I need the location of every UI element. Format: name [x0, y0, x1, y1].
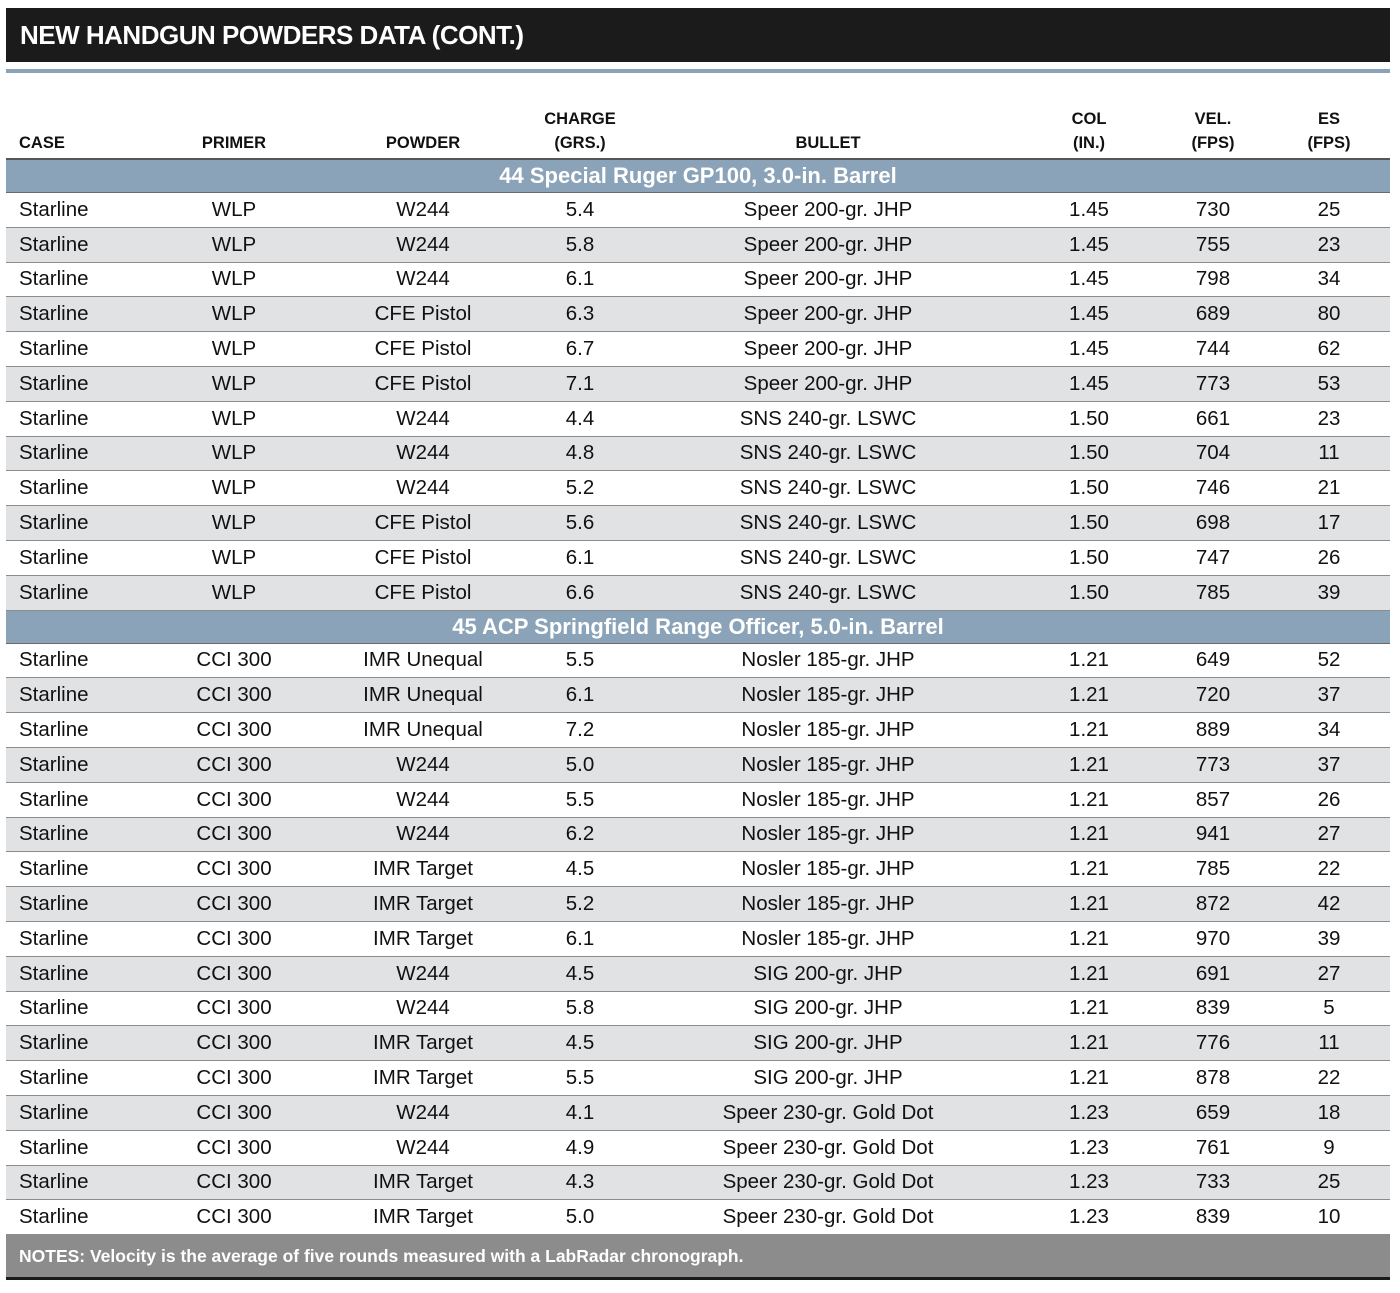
cell-bullet: Speer 200-gr. JHP — [636, 227, 1020, 262]
cell-powder: W244 — [322, 956, 524, 991]
cell-vel: 720 — [1158, 678, 1268, 713]
cell-powder: IMR Target — [322, 1061, 524, 1096]
cell-vel: 698 — [1158, 506, 1268, 541]
cell-primer: CCI 300 — [146, 713, 322, 748]
cell-col: 1.50 — [1020, 575, 1158, 610]
cell-powder: IMR Target — [322, 921, 524, 956]
cell-powder: W244 — [322, 817, 524, 852]
table-row — [6, 747, 1390, 782]
cell-case: Starline — [6, 1095, 146, 1130]
cell-es: 18 — [1268, 1095, 1390, 1130]
cell-bullet: Speer 200-gr. JHP — [636, 332, 1020, 367]
cell-vel: 691 — [1158, 956, 1268, 991]
cell-case: Starline — [6, 227, 146, 262]
cell-es: 5 — [1268, 991, 1390, 1026]
header-charge-unit: (GRS.) — [554, 134, 606, 152]
cell-vel: 872 — [1158, 887, 1268, 922]
cell-bullet: Nosler 185-gr. JHP — [636, 852, 1020, 887]
table-row — [6, 471, 1390, 506]
cell-es: 23 — [1268, 227, 1390, 262]
cell-col: 1.21 — [1020, 678, 1158, 713]
cell-charge: 6.7 — [524, 332, 636, 367]
cell-es: 62 — [1268, 332, 1390, 367]
cell-charge: 5.2 — [524, 887, 636, 922]
cell-col: 1.45 — [1020, 262, 1158, 297]
cell-powder: CFE Pistol — [322, 332, 524, 367]
header-case-label: CASE — [19, 134, 65, 152]
cell-charge: 4.1 — [524, 1095, 636, 1130]
powder-data-table-panel — [6, 8, 1390, 1280]
cell-primer: WLP — [146, 506, 322, 541]
cell-case: Starline — [6, 262, 146, 297]
cell-primer: CCI 300 — [146, 817, 322, 852]
cell-powder: CFE Pistol — [322, 297, 524, 332]
cell-bullet: SIG 200-gr. JHP — [636, 991, 1020, 1026]
cell-col: 1.21 — [1020, 1026, 1158, 1061]
table-title: NEW HANDGUN POWDERS DATA (CONT.) — [6, 8, 1390, 62]
cell-powder: IMR Target — [322, 1165, 524, 1200]
cell-powder: IMR Target — [322, 852, 524, 887]
cell-case: Starline — [6, 921, 146, 956]
cell-col: 1.21 — [1020, 1061, 1158, 1096]
cell-charge: 6.1 — [524, 262, 636, 297]
cell-vel: 889 — [1158, 713, 1268, 748]
cell-charge: 6.1 — [524, 540, 636, 575]
cell-es: 27 — [1268, 956, 1390, 991]
cell-case: Starline — [6, 817, 146, 852]
cell-case: Starline — [6, 436, 146, 471]
cell-vel: 747 — [1158, 540, 1268, 575]
table-row — [6, 956, 1390, 991]
cell-case: Starline — [6, 643, 146, 678]
table-row — [6, 852, 1390, 887]
header-col — [1020, 73, 1158, 159]
cell-case: Starline — [6, 956, 146, 991]
cell-es: 25 — [1268, 1165, 1390, 1200]
cell-es: 22 — [1268, 1061, 1390, 1096]
cell-charge: 6.1 — [524, 921, 636, 956]
table-row — [6, 227, 1390, 262]
cell-es: 34 — [1268, 262, 1390, 297]
table-row — [6, 540, 1390, 575]
cell-case: Starline — [6, 1165, 146, 1200]
cell-vel: 761 — [1158, 1130, 1268, 1165]
cell-bullet: Nosler 185-gr. JHP — [636, 678, 1020, 713]
cell-vel: 704 — [1158, 436, 1268, 471]
header-case — [6, 73, 146, 159]
cell-case: Starline — [6, 713, 146, 748]
cell-primer: WLP — [146, 366, 322, 401]
cell-es: 10 — [1268, 1200, 1390, 1235]
cell-powder: IMR Target — [322, 1026, 524, 1061]
cell-charge: 5.4 — [524, 193, 636, 228]
cell-vel: 839 — [1158, 1200, 1268, 1235]
cell-primer: WLP — [146, 436, 322, 471]
cell-primer: CCI 300 — [146, 921, 322, 956]
header-primer — [146, 73, 322, 159]
cell-primer: CCI 300 — [146, 678, 322, 713]
cell-bullet: Speer 230-gr. Gold Dot — [636, 1200, 1020, 1235]
cell-bullet: Speer 230-gr. Gold Dot — [636, 1095, 1020, 1130]
cell-case: Starline — [6, 575, 146, 610]
section-header-row — [6, 610, 1390, 643]
cell-powder: W244 — [322, 436, 524, 471]
table-header — [6, 73, 1390, 159]
cell-charge: 4.5 — [524, 1026, 636, 1061]
cell-vel: 970 — [1158, 921, 1268, 956]
cell-case: Starline — [6, 193, 146, 228]
cell-es: 42 — [1268, 887, 1390, 922]
cell-col: 1.45 — [1020, 193, 1158, 228]
cell-bullet: SNS 240-gr. LSWC — [636, 471, 1020, 506]
cell-bullet: SIG 200-gr. JHP — [636, 956, 1020, 991]
cell-charge: 5.0 — [524, 1200, 636, 1235]
cell-primer: WLP — [146, 401, 322, 436]
cell-powder: W244 — [322, 991, 524, 1026]
cell-vel: 785 — [1158, 852, 1268, 887]
cell-es: 26 — [1268, 782, 1390, 817]
cell-primer: CCI 300 — [146, 782, 322, 817]
cell-charge: 6.2 — [524, 817, 636, 852]
cell-case: Starline — [6, 747, 146, 782]
cell-vel: 730 — [1158, 193, 1268, 228]
cell-charge: 4.9 — [524, 1130, 636, 1165]
cell-bullet: Speer 200-gr. JHP — [636, 297, 1020, 332]
table-row — [6, 297, 1390, 332]
section-title: 44 Special Ruger GP100, 3.0-in. Barrel — [6, 159, 1390, 193]
cell-powder: W244 — [322, 782, 524, 817]
cell-vel: 798 — [1158, 262, 1268, 297]
cell-primer: CCI 300 — [146, 956, 322, 991]
cell-es: 11 — [1268, 436, 1390, 471]
cell-charge: 5.8 — [524, 227, 636, 262]
cell-vel: 744 — [1158, 332, 1268, 367]
cell-charge: 5.5 — [524, 1061, 636, 1096]
cell-powder: W244 — [322, 262, 524, 297]
cell-col: 1.23 — [1020, 1165, 1158, 1200]
table-row — [6, 401, 1390, 436]
load-data-table — [6, 73, 1390, 1277]
cell-col: 1.21 — [1020, 643, 1158, 678]
cell-col: 1.21 — [1020, 852, 1158, 887]
cell-primer: WLP — [146, 471, 322, 506]
cell-es: 26 — [1268, 540, 1390, 575]
header-es-unit: (FPS) — [1307, 134, 1351, 152]
table-row — [6, 1200, 1390, 1235]
cell-charge: 4.4 — [524, 401, 636, 436]
cell-col: 1.45 — [1020, 366, 1158, 401]
cell-col: 1.50 — [1020, 540, 1158, 575]
cell-bullet: SIG 200-gr. JHP — [636, 1061, 1020, 1096]
cell-charge: 5.5 — [524, 782, 636, 817]
cell-col: 1.23 — [1020, 1130, 1158, 1165]
cell-primer: WLP — [146, 332, 322, 367]
cell-bullet: Speer 230-gr. Gold Dot — [636, 1165, 1020, 1200]
cell-es: 52 — [1268, 643, 1390, 678]
cell-powder: W244 — [322, 401, 524, 436]
cell-es: 39 — [1268, 575, 1390, 610]
cell-col: 1.45 — [1020, 297, 1158, 332]
cell-bullet: Nosler 185-gr. JHP — [636, 643, 1020, 678]
cell-vel: 659 — [1158, 1095, 1268, 1130]
cell-case: Starline — [6, 401, 146, 436]
cell-case: Starline — [6, 678, 146, 713]
cell-powder: IMR Unequal — [322, 678, 524, 713]
header-charge — [524, 73, 636, 159]
cell-charge: 4.8 — [524, 436, 636, 471]
cell-vel: 857 — [1158, 782, 1268, 817]
cell-vel: 773 — [1158, 366, 1268, 401]
cell-powder: W244 — [322, 193, 524, 228]
cell-charge: 4.5 — [524, 852, 636, 887]
cell-es: 21 — [1268, 471, 1390, 506]
cell-case: Starline — [6, 991, 146, 1026]
table-row — [6, 506, 1390, 541]
cell-vel: 746 — [1158, 471, 1268, 506]
cell-es: 22 — [1268, 852, 1390, 887]
cell-case: Starline — [6, 1061, 146, 1096]
cell-vel: 733 — [1158, 1165, 1268, 1200]
cell-primer: CCI 300 — [146, 1026, 322, 1061]
table-row — [6, 678, 1390, 713]
cell-bullet: Speer 200-gr. JHP — [636, 262, 1020, 297]
cell-col: 1.21 — [1020, 956, 1158, 991]
cell-vel: 776 — [1158, 1026, 1268, 1061]
cell-vel: 649 — [1158, 643, 1268, 678]
cell-bullet: Speer 200-gr. JHP — [636, 193, 1020, 228]
cell-es: 11 — [1268, 1026, 1390, 1061]
cell-primer: CCI 300 — [146, 991, 322, 1026]
header-bullet-label: BULLET — [795, 134, 861, 152]
table-row — [6, 262, 1390, 297]
cell-col: 1.21 — [1020, 887, 1158, 922]
cell-powder: W244 — [322, 1130, 524, 1165]
cell-bullet: SNS 240-gr. LSWC — [636, 575, 1020, 610]
table-row — [6, 1130, 1390, 1165]
cell-charge: 6.6 — [524, 575, 636, 610]
cell-case: Starline — [6, 540, 146, 575]
cell-vel: 878 — [1158, 1061, 1268, 1096]
cell-case: Starline — [6, 887, 146, 922]
cell-case: Starline — [6, 1026, 146, 1061]
cell-vel: 773 — [1158, 747, 1268, 782]
table-row — [6, 366, 1390, 401]
table-row — [6, 887, 1390, 922]
header-vel — [1158, 73, 1268, 159]
cell-vel: 755 — [1158, 227, 1268, 262]
cell-case: Starline — [6, 1130, 146, 1165]
cell-es: 9 — [1268, 1130, 1390, 1165]
table-row — [6, 332, 1390, 367]
cell-case: Starline — [6, 852, 146, 887]
cell-primer: CCI 300 — [146, 1061, 322, 1096]
cell-bullet: Nosler 185-gr. JHP — [636, 921, 1020, 956]
cell-bullet: Nosler 185-gr. JHP — [636, 782, 1020, 817]
cell-powder: CFE Pistol — [322, 506, 524, 541]
cell-primer: CCI 300 — [146, 643, 322, 678]
cell-es: 27 — [1268, 817, 1390, 852]
header-powder-label: POWDER — [385, 134, 461, 152]
table-row — [6, 1026, 1390, 1061]
table-row — [6, 991, 1390, 1026]
cell-col: 1.21 — [1020, 747, 1158, 782]
cell-vel: 785 — [1158, 575, 1268, 610]
cell-es: 39 — [1268, 921, 1390, 956]
cell-charge: 5.8 — [524, 991, 636, 1026]
cell-primer: WLP — [146, 262, 322, 297]
header-es-label: ES — [1317, 110, 1340, 128]
cell-vel: 689 — [1158, 297, 1268, 332]
cell-charge: 5.0 — [524, 747, 636, 782]
cell-powder: IMR Target — [322, 1200, 524, 1235]
cell-case: Starline — [6, 366, 146, 401]
table-row — [6, 921, 1390, 956]
header-es — [1268, 73, 1390, 159]
cell-es: 37 — [1268, 678, 1390, 713]
cell-powder: W244 — [322, 227, 524, 262]
cell-powder: CFE Pistol — [322, 540, 524, 575]
table-notes: NOTES: Velocity is the average of five rounds measured with a LabRadar chronograph. — [6, 1235, 1390, 1278]
cell-case: Starline — [6, 506, 146, 541]
cell-primer: CCI 300 — [146, 887, 322, 922]
table-footer — [6, 1235, 1390, 1278]
table-body — [6, 159, 1390, 1235]
cell-bullet: Speer 200-gr. JHP — [636, 366, 1020, 401]
cell-primer: CCI 300 — [146, 1095, 322, 1130]
cell-powder: IMR Unequal — [322, 713, 524, 748]
cell-col: 1.50 — [1020, 436, 1158, 471]
header-vel-unit: (FPS) — [1191, 134, 1235, 152]
cell-powder: CFE Pistol — [322, 575, 524, 610]
cell-charge: 4.3 — [524, 1165, 636, 1200]
cell-charge: 6.1 — [524, 678, 636, 713]
header-primer-label: PRIMER — [201, 134, 267, 152]
table-row — [6, 575, 1390, 610]
cell-es: 34 — [1268, 713, 1390, 748]
cell-col: 1.23 — [1020, 1200, 1158, 1235]
header-bullet — [636, 73, 1020, 159]
cell-col: 1.21 — [1020, 713, 1158, 748]
cell-bullet: Speer 230-gr. Gold Dot — [636, 1130, 1020, 1165]
cell-col: 1.45 — [1020, 227, 1158, 262]
title-gap — [6, 62, 1390, 69]
cell-col: 1.50 — [1020, 506, 1158, 541]
cell-primer: WLP — [146, 575, 322, 610]
cell-powder: CFE Pistol — [322, 366, 524, 401]
table-row — [6, 782, 1390, 817]
section-header-row — [6, 159, 1390, 193]
cell-es: 53 — [1268, 366, 1390, 401]
cell-primer: WLP — [146, 193, 322, 228]
section-title: 45 ACP Springfield Range Officer, 5.0-in. Barrel — [6, 610, 1390, 643]
cell-vel: 941 — [1158, 817, 1268, 852]
bottom-rule — [6, 1277, 1390, 1280]
cell-es: 80 — [1268, 297, 1390, 332]
cell-col: 1.21 — [1020, 817, 1158, 852]
cell-primer: CCI 300 — [146, 747, 322, 782]
cell-bullet: Nosler 185-gr. JHP — [636, 887, 1020, 922]
table-row — [6, 1095, 1390, 1130]
cell-es: 37 — [1268, 747, 1390, 782]
cell-vel: 839 — [1158, 991, 1268, 1026]
table-row — [6, 1165, 1390, 1200]
cell-charge: 7.1 — [524, 366, 636, 401]
cell-col: 1.45 — [1020, 332, 1158, 367]
cell-case: Starline — [6, 332, 146, 367]
cell-charge: 5.2 — [524, 471, 636, 506]
cell-col: 1.23 — [1020, 1095, 1158, 1130]
table-row — [6, 193, 1390, 228]
cell-col: 1.21 — [1020, 782, 1158, 817]
cell-bullet: SNS 240-gr. LSWC — [636, 401, 1020, 436]
cell-primer: WLP — [146, 227, 322, 262]
cell-vel: 661 — [1158, 401, 1268, 436]
cell-case: Starline — [6, 297, 146, 332]
table-row — [6, 436, 1390, 471]
header-col-label: COL — [1071, 110, 1107, 128]
table-row — [6, 817, 1390, 852]
cell-case: Starline — [6, 471, 146, 506]
cell-col: 1.21 — [1020, 991, 1158, 1026]
header-powder — [322, 73, 524, 159]
cell-primer: CCI 300 — [146, 1130, 322, 1165]
header-vel-label: VEL. — [1194, 110, 1232, 128]
header-charge-label: CHARGE — [544, 110, 616, 128]
header-col-unit: (IN.) — [1072, 134, 1106, 152]
cell-col: 1.50 — [1020, 471, 1158, 506]
cell-powder: W244 — [322, 471, 524, 506]
cell-es: 17 — [1268, 506, 1390, 541]
cell-case: Starline — [6, 1200, 146, 1235]
cell-charge: 7.2 — [524, 713, 636, 748]
cell-charge: 6.3 — [524, 297, 636, 332]
table-row — [6, 643, 1390, 678]
cell-bullet: SIG 200-gr. JHP — [636, 1026, 1020, 1061]
cell-charge: 5.5 — [524, 643, 636, 678]
cell-bullet: Nosler 185-gr. JHP — [636, 817, 1020, 852]
cell-case: Starline — [6, 782, 146, 817]
cell-primer: CCI 300 — [146, 1165, 322, 1200]
cell-primer: WLP — [146, 540, 322, 575]
cell-bullet: Nosler 185-gr. JHP — [636, 713, 1020, 748]
cell-primer: WLP — [146, 297, 322, 332]
cell-bullet: SNS 240-gr. LSWC — [636, 506, 1020, 541]
cell-es: 23 — [1268, 401, 1390, 436]
cell-charge: 5.6 — [524, 506, 636, 541]
table-row — [6, 713, 1390, 748]
cell-powder: IMR Target — [322, 887, 524, 922]
cell-bullet: Nosler 185-gr. JHP — [636, 747, 1020, 782]
cell-primer: CCI 300 — [146, 852, 322, 887]
cell-charge: 4.5 — [524, 956, 636, 991]
cell-bullet: SNS 240-gr. LSWC — [636, 540, 1020, 575]
cell-powder: W244 — [322, 747, 524, 782]
cell-col: 1.50 — [1020, 401, 1158, 436]
cell-bullet: SNS 240-gr. LSWC — [636, 436, 1020, 471]
table-row — [6, 1061, 1390, 1096]
cell-primer: CCI 300 — [146, 1200, 322, 1235]
cell-col: 1.21 — [1020, 921, 1158, 956]
cell-es: 25 — [1268, 193, 1390, 228]
cell-powder: IMR Unequal — [322, 643, 524, 678]
cell-powder: W244 — [322, 1095, 524, 1130]
